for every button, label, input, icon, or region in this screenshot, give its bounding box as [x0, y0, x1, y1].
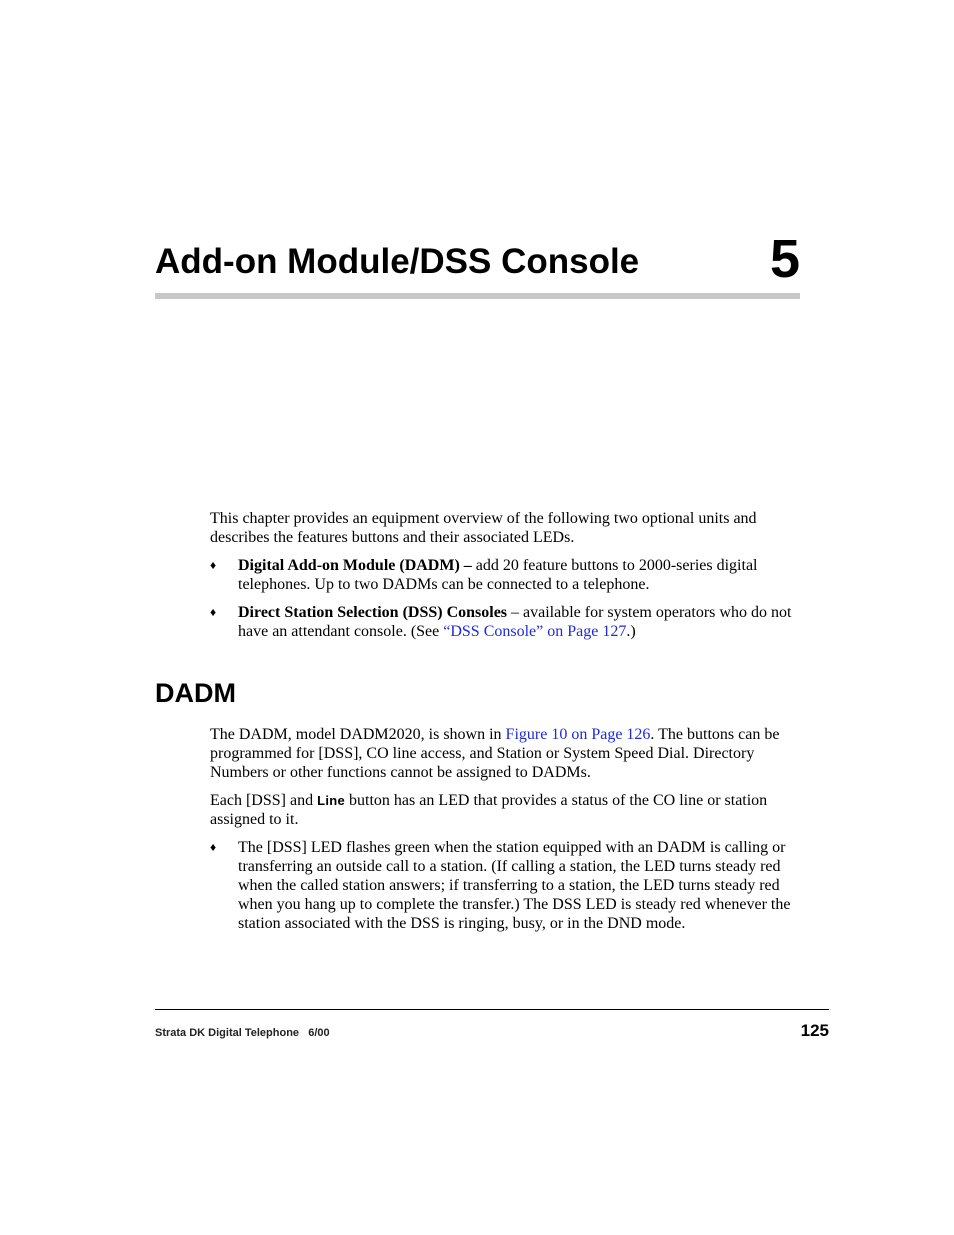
bullet-item: [210, 838, 800, 933]
page-number: 125: [800, 1021, 829, 1040]
section-heading-dadm: DADM: [155, 678, 236, 708]
footer-title: Strata DK Digital Telephone 6/00: [155, 1027, 330, 1039]
bullet-text: – available for system operators who do not have an attendant console. (See: [238, 604, 792, 640]
diamond-bullet-icon: ♦: [210, 558, 217, 572]
footer-rule: [155, 1009, 829, 1010]
bullet-term: Digital Add-on Module (DADM) –: [238, 557, 472, 574]
figure-10-link[interactable]: Figure 10 on Page 126: [505, 726, 651, 743]
line-key-label: Line: [317, 793, 346, 808]
chapter-header: [155, 229, 800, 298]
led-paragraph: [210, 791, 800, 829]
diamond-bullet-icon: ♦: [210, 840, 217, 854]
bullet-item: [210, 556, 800, 594]
bullet-item: [210, 603, 800, 641]
bullet-text: The [DSS] LED flashes green when the station equipped with an DADM is calling or transferring an outside call to a station. (If calling a station, the LED turns steady red when the called station answers; if transferring to a station, the LED turns steady red when you hang up to complete the transfer.) The DSS LED is steady red whenever the station associated with the DSS is ringing, busy, or in the DND mode.: [238, 839, 791, 932]
bullet-term: Direct Station Selection (DSS) Consoles: [238, 604, 508, 621]
chapter-title: Add-on Module/DSS Console: [155, 242, 640, 281]
chapter-number: 5: [769, 229, 800, 289]
intro-paragraph: This chapter provides an equipment overview of the following two optional units and describes the features buttons and their associated LEDs.: [210, 510, 757, 546]
dadm-section: [210, 725, 800, 942]
led-text-end: button has an LED that provides a status of the CO line or station assigned to it.: [210, 792, 768, 828]
intro-section: [210, 509, 800, 650]
dss-console-link[interactable]: “DSS Console” on Page 127: [443, 623, 627, 640]
diamond-bullet-icon: ♦: [210, 605, 217, 619]
bullet-text-end: .): [626, 623, 636, 640]
dadm-text-end: . The buttons can be programmed for [DSS], CO line access, and Station or System Speed Dial. Directory Numbers or other functions cannot be assigned to DADMs.: [210, 726, 780, 781]
chapter-rule: [155, 293, 800, 299]
dadm-text: The DADM, model DADM2020, is shown in: [210, 726, 506, 743]
led-text: Each [DSS] and: [210, 792, 318, 809]
dadm-paragraph: [210, 725, 800, 782]
bullet-text: add 20 feature buttons to 2000-series digital telephones. Up to two DADMs can be connected to a telephone.: [238, 557, 758, 593]
